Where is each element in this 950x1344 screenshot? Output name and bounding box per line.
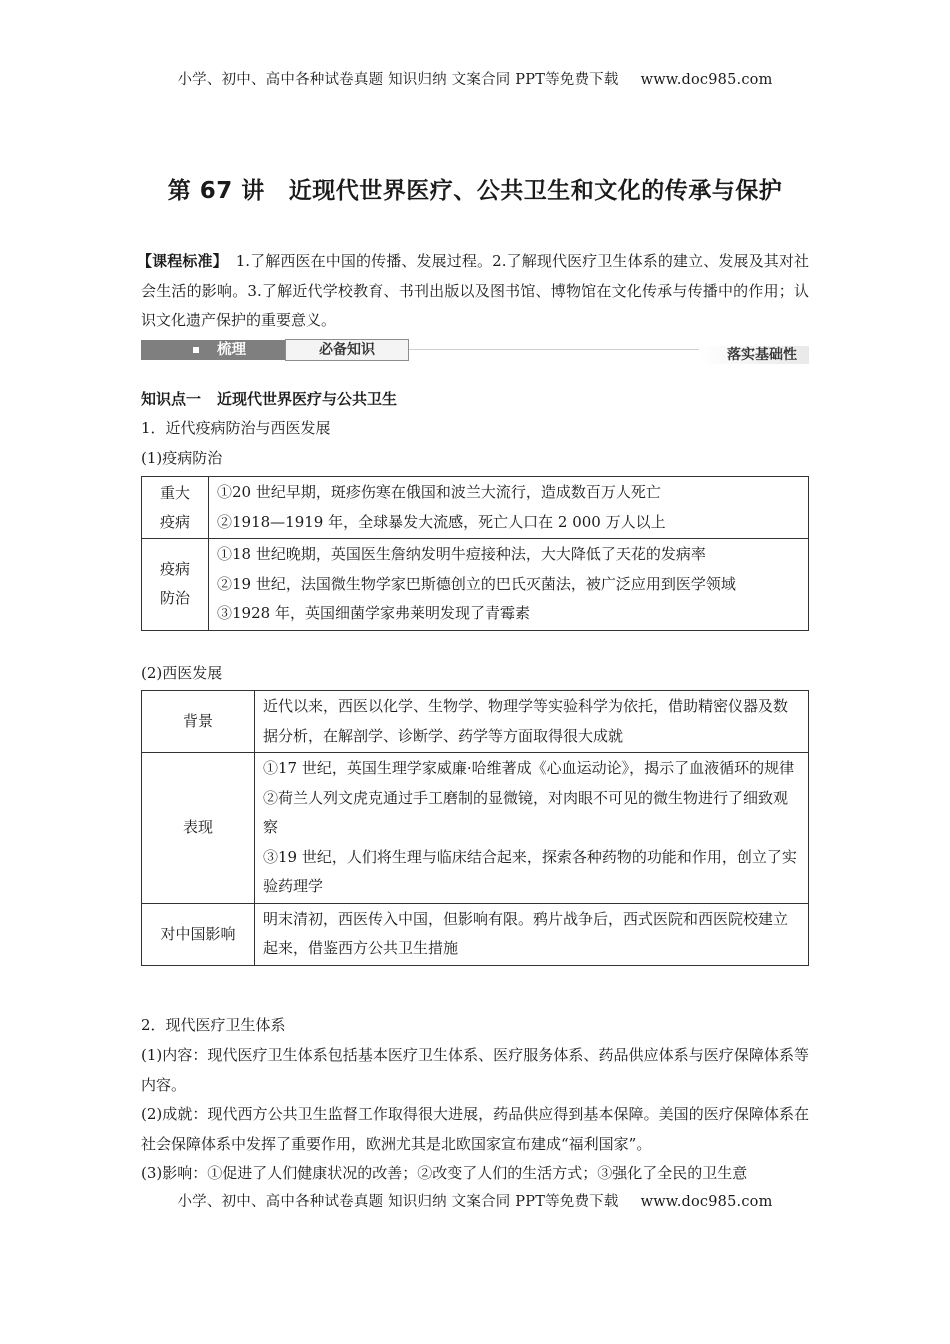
section-tab-dark	[141, 340, 285, 360]
list-item: ②19 世纪，法国微生物学家巴斯德创立的巴氏灭菌法，被广泛应用到医学领域	[217, 574, 736, 593]
course-standard-label: 【课程标准】	[137, 252, 228, 270]
knowledge-point-title	[141, 388, 397, 410]
row-content	[209, 477, 809, 539]
lecture-number: 第 67 讲	[167, 178, 265, 204]
header-text: 小学、初中、高中各种试卷真题 知识归纳 文案合同 PPT等免费下载	[177, 72, 619, 88]
list-item: ③19 世纪，人们将生理与临床结合起来，探索各种药物的功能和作用，创立了实验药理学	[263, 847, 797, 895]
list-item: 近代以来，西医以化学、生物学、物理学等实验科学为依托，借助精密仪器及数据分析，在解剖学、诊断学、药学等方面取得很大成就	[263, 697, 789, 745]
section-right-tag	[699, 346, 809, 364]
footer-url[interactable]: www.doc985.com	[640, 1194, 773, 1210]
heading-2: 2．现代医疗卫生体系	[141, 1016, 286, 1034]
list-item: ①18 世纪晚期，英国医生詹纳发明牛痘接种法，大大降低了天花的发病率	[217, 545, 706, 563]
western-medicine-table	[141, 690, 809, 966]
section-subtab-label: 必备知识	[319, 342, 375, 358]
list-item: ①17 世纪，英国生理学家威廉·哈维著成《心血运动论》，揭示了血液循环的规律	[263, 759, 795, 777]
section-subtab	[285, 339, 409, 361]
knowledge-point-name: 近现代世界医疗与公共卫生	[217, 390, 398, 408]
list-item: ①20 世纪早期，斑疹伤寒在俄国和波兰大流行，造成数百万人死亡	[217, 483, 661, 501]
row-header-line: 重大	[159, 483, 190, 502]
row-header-line: 疫病	[159, 560, 190, 579]
row-header	[142, 477, 209, 539]
row-content	[255, 903, 809, 965]
list-item: 明末清初，西医传入中国，但影响有限。鸦片战争后，西式医院和西医院校建立起来，借鉴西方公共卫生措施	[263, 909, 789, 957]
list-item: ②1918—1919 年，全球暴发大流感，死亡人口在 2 000 万人以上	[217, 512, 666, 531]
row-header: 背景	[142, 691, 255, 753]
knowledge-point-label: 知识点一	[141, 390, 202, 408]
header-url[interactable]: www.doc985.com	[640, 72, 773, 88]
table-row	[142, 903, 809, 965]
course-standard	[137, 247, 809, 336]
lecture-topic: 近现代世界医疗、公共卫生和文化的传承与保护	[288, 178, 783, 204]
row-content	[255, 691, 809, 753]
paragraph-impact: (3)影响：①促进了人们健康状况的改善；②改变了人们的生活方式；③强化了全民的卫生意	[141, 1164, 748, 1182]
square-bullet-icon	[193, 347, 199, 353]
section-tab-label: 梳理	[217, 342, 246, 358]
paragraph-achievement: (2)成就：现代西方公共卫生监督工作取得很大进展，药品供应得到基本保障。美国的医疗保障体系在社会保障体系中发挥了重要作用，欧洲尤其是北欧国家宣布建成“福利国家”。	[141, 1105, 809, 1153]
row-header-line: 防治	[159, 589, 190, 608]
row-header: 表现	[142, 753, 255, 904]
paragraph-content: (1)内容：现代医疗卫生体系包括基本医疗卫生体系、医疗服务体系、药品供应体系与医疗保障体系等内容。	[141, 1046, 809, 1094]
row-header: 对中国影响	[142, 903, 255, 965]
row-header-line: 疫病	[159, 512, 190, 531]
table-row	[142, 753, 809, 904]
header-banner	[0, 68, 950, 89]
row-content	[209, 539, 809, 631]
section-right-label: 落实基础性	[727, 347, 797, 363]
list-item: ③1928 年，英国细菌学家弗莱明发现了青霉素	[217, 604, 530, 622]
section-bar	[141, 338, 809, 364]
footer-text: 小学、初中、高中各种试卷真题 知识归纳 文案合同 PPT等免费下载	[177, 1194, 619, 1210]
row-content	[255, 753, 809, 904]
row-header	[142, 539, 209, 631]
subheading-1: (1)疫病防治	[141, 449, 223, 467]
table-row	[142, 477, 809, 539]
subheading-2: (2)西医发展	[141, 664, 223, 682]
heading-1: 1．近代疫病防治与西医发展	[141, 419, 331, 437]
epidemic-table	[141, 476, 809, 631]
course-standard-text: 1.了解西医在中国的传播、发展过程。2.了解现代医疗卫生体系的建立、发展及其对社会生活的影响。3.了解近代学校教育、书刊出版以及图书馆、博物馆在文化传承与传播中的作用；认识文化遗产保护的重要意义。	[141, 252, 809, 329]
footer-banner	[0, 1190, 950, 1211]
table-row	[142, 691, 809, 753]
page-title	[0, 172, 950, 205]
table-row	[142, 539, 809, 631]
list-item: ②荷兰人列文虎克通过手工磨制的显微镜，对肉眼不可见的微生物进行了细致观察	[263, 788, 789, 836]
